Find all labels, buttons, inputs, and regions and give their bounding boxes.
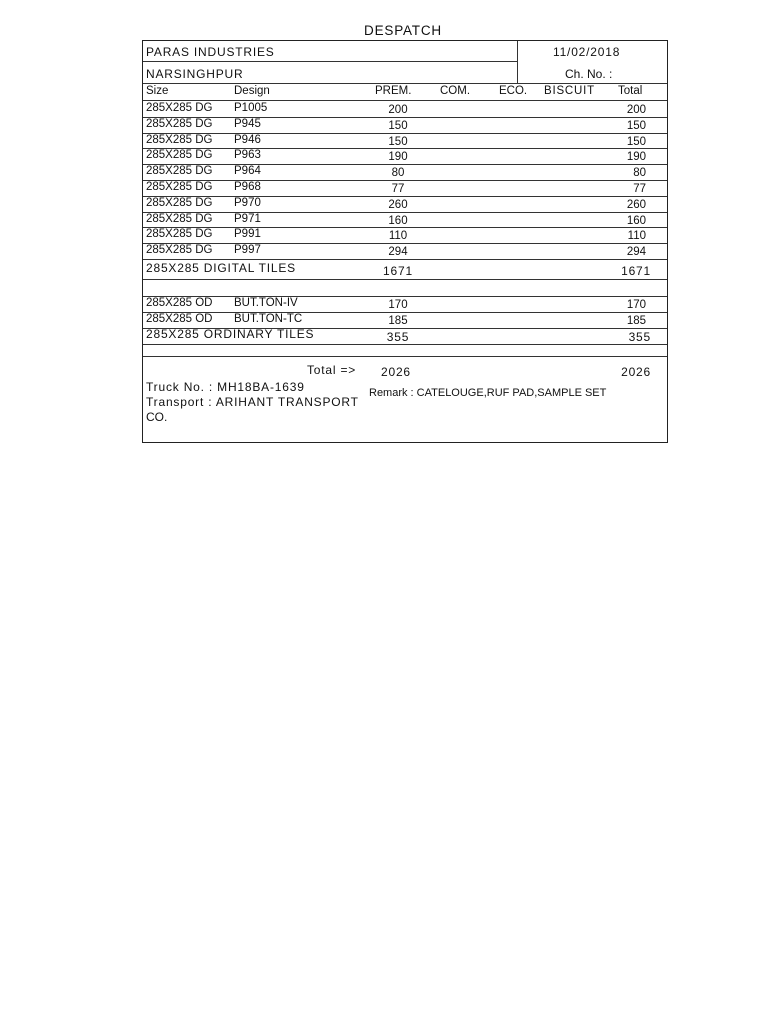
transport-name-line1: Transport : ARIHANT TRANSPORT	[146, 395, 359, 409]
row-size: 285X285 OD	[146, 297, 213, 309]
row-design: P971	[234, 212, 261, 225]
ordinary-subtotal-total: 355	[628, 330, 651, 344]
header-design: Design	[234, 85, 270, 97]
table-row	[143, 180, 667, 196]
header-prem: PREM.	[375, 85, 412, 97]
row-prem: 150	[388, 119, 408, 132]
row-separator	[143, 259, 667, 260]
row-design: P963	[234, 149, 261, 162]
table-row	[143, 212, 667, 228]
row-total: 150	[626, 119, 646, 132]
row-size: 285X285 DG	[146, 117, 213, 130]
transport-name-line2: CO.	[146, 410, 168, 424]
table-row	[143, 164, 667, 180]
table-row	[143, 243, 667, 259]
row-total: 160	[626, 214, 646, 227]
ordinary-subtotal-line	[143, 344, 667, 345]
document-title: DESPATCH	[364, 23, 442, 38]
digital-subtotal-row	[143, 261, 667, 279]
header-total: Total	[618, 85, 643, 97]
row-prem: 190	[388, 151, 408, 164]
row-total: 80	[633, 167, 646, 180]
row-prem: 77	[391, 183, 405, 195]
row-size: 285X285 DG	[146, 244, 213, 257]
table-row	[143, 133, 667, 149]
row-design: BUT.TON-TC	[234, 312, 303, 325]
table-row	[143, 312, 667, 328]
row-prem: 294	[388, 246, 408, 259]
header-divider	[517, 41, 518, 83]
row-total: 294	[626, 246, 646, 259]
challan-number-label: Ch. No. :	[565, 67, 613, 81]
row-prem: 150	[388, 135, 408, 148]
row-size: 285X285 DG	[146, 228, 213, 241]
table-row	[143, 196, 667, 212]
column-headers	[143, 85, 667, 101]
ordinary-subtotal-row	[143, 327, 667, 345]
row-total: 77	[633, 183, 646, 195]
digital-subtotal-line	[143, 279, 667, 280]
row-size: 285X285 DG	[146, 165, 213, 178]
row-total: 260	[626, 198, 646, 211]
row-size: 285X285 DG	[146, 133, 213, 146]
ordinary-subtotal-label: 285X285 ORDINARY TILES	[146, 327, 315, 341]
digital-subtotal-prem: 1671	[383, 264, 413, 278]
row-total: 110	[627, 230, 646, 243]
remark: Remark : CATELOUGE,RUF PAD,SAMPLE SET	[369, 387, 607, 399]
header-separator	[143, 61, 517, 62]
row-total: 185	[626, 314, 646, 327]
document-date: 11/02/2018	[553, 45, 621, 59]
row-size: 285X285 OD	[146, 312, 213, 325]
row-size: 285X285 DG	[146, 196, 213, 209]
header-eco: ECO.	[499, 85, 528, 97]
header-biscuit: BISCUIT	[544, 85, 595, 97]
despatch-sheet	[142, 40, 668, 443]
table-row	[143, 101, 667, 117]
row-design: P945	[234, 117, 261, 130]
digital-subtotal-total: 1671	[621, 264, 651, 278]
row-design: P991	[234, 228, 261, 241]
grand-total-label: Total =>	[307, 363, 357, 377]
row-prem: 160	[388, 214, 408, 227]
ordinary-subtotal-prem: 355	[386, 330, 410, 344]
row-design: P964	[234, 165, 261, 178]
row-size: 285X285 DG	[146, 102, 213, 114]
digital-subtotal-label: 285X285 DIGITAL TILES	[146, 261, 296, 275]
row-total: 200	[626, 104, 646, 116]
grand-total-prem: 2026	[381, 365, 411, 379]
row-design: P1005	[234, 102, 268, 114]
row-prem: 110	[388, 230, 408, 243]
grand-total-total: 2026	[621, 365, 651, 379]
row-design: P946	[234, 133, 261, 146]
row-total: 150	[626, 135, 646, 148]
row-size: 285X285 DG	[146, 212, 213, 225]
row-prem: 80	[391, 167, 405, 180]
row-total: 170	[626, 299, 646, 311]
row-prem: 260	[388, 198, 408, 211]
header-size: Size	[146, 85, 169, 97]
header-com: COM.	[440, 85, 471, 97]
row-prem: 200	[388, 104, 408, 116]
grand-total-top-line	[143, 356, 667, 357]
row-design: P968	[234, 181, 261, 193]
row-design: BUT.TON-IV	[234, 297, 298, 309]
table-row	[143, 296, 667, 312]
row-size: 285X285 DG	[146, 181, 213, 193]
table-row	[143, 148, 667, 164]
company-name: PARAS INDUSTRIES	[146, 45, 275, 59]
row-size: 285X285 DG	[146, 149, 213, 162]
header-bottom-line	[143, 83, 667, 84]
truck-number: Truck No. : MH18BA-1639	[146, 380, 305, 394]
table-row	[143, 117, 667, 133]
row-total: 190	[626, 151, 646, 164]
company-city: NARSINGHPUR	[146, 67, 244, 81]
row-design: P997	[234, 244, 261, 257]
row-prem: 170	[388, 299, 408, 311]
row-design: P970	[234, 196, 261, 209]
table-row	[143, 227, 667, 243]
row-prem: 185	[388, 314, 408, 327]
